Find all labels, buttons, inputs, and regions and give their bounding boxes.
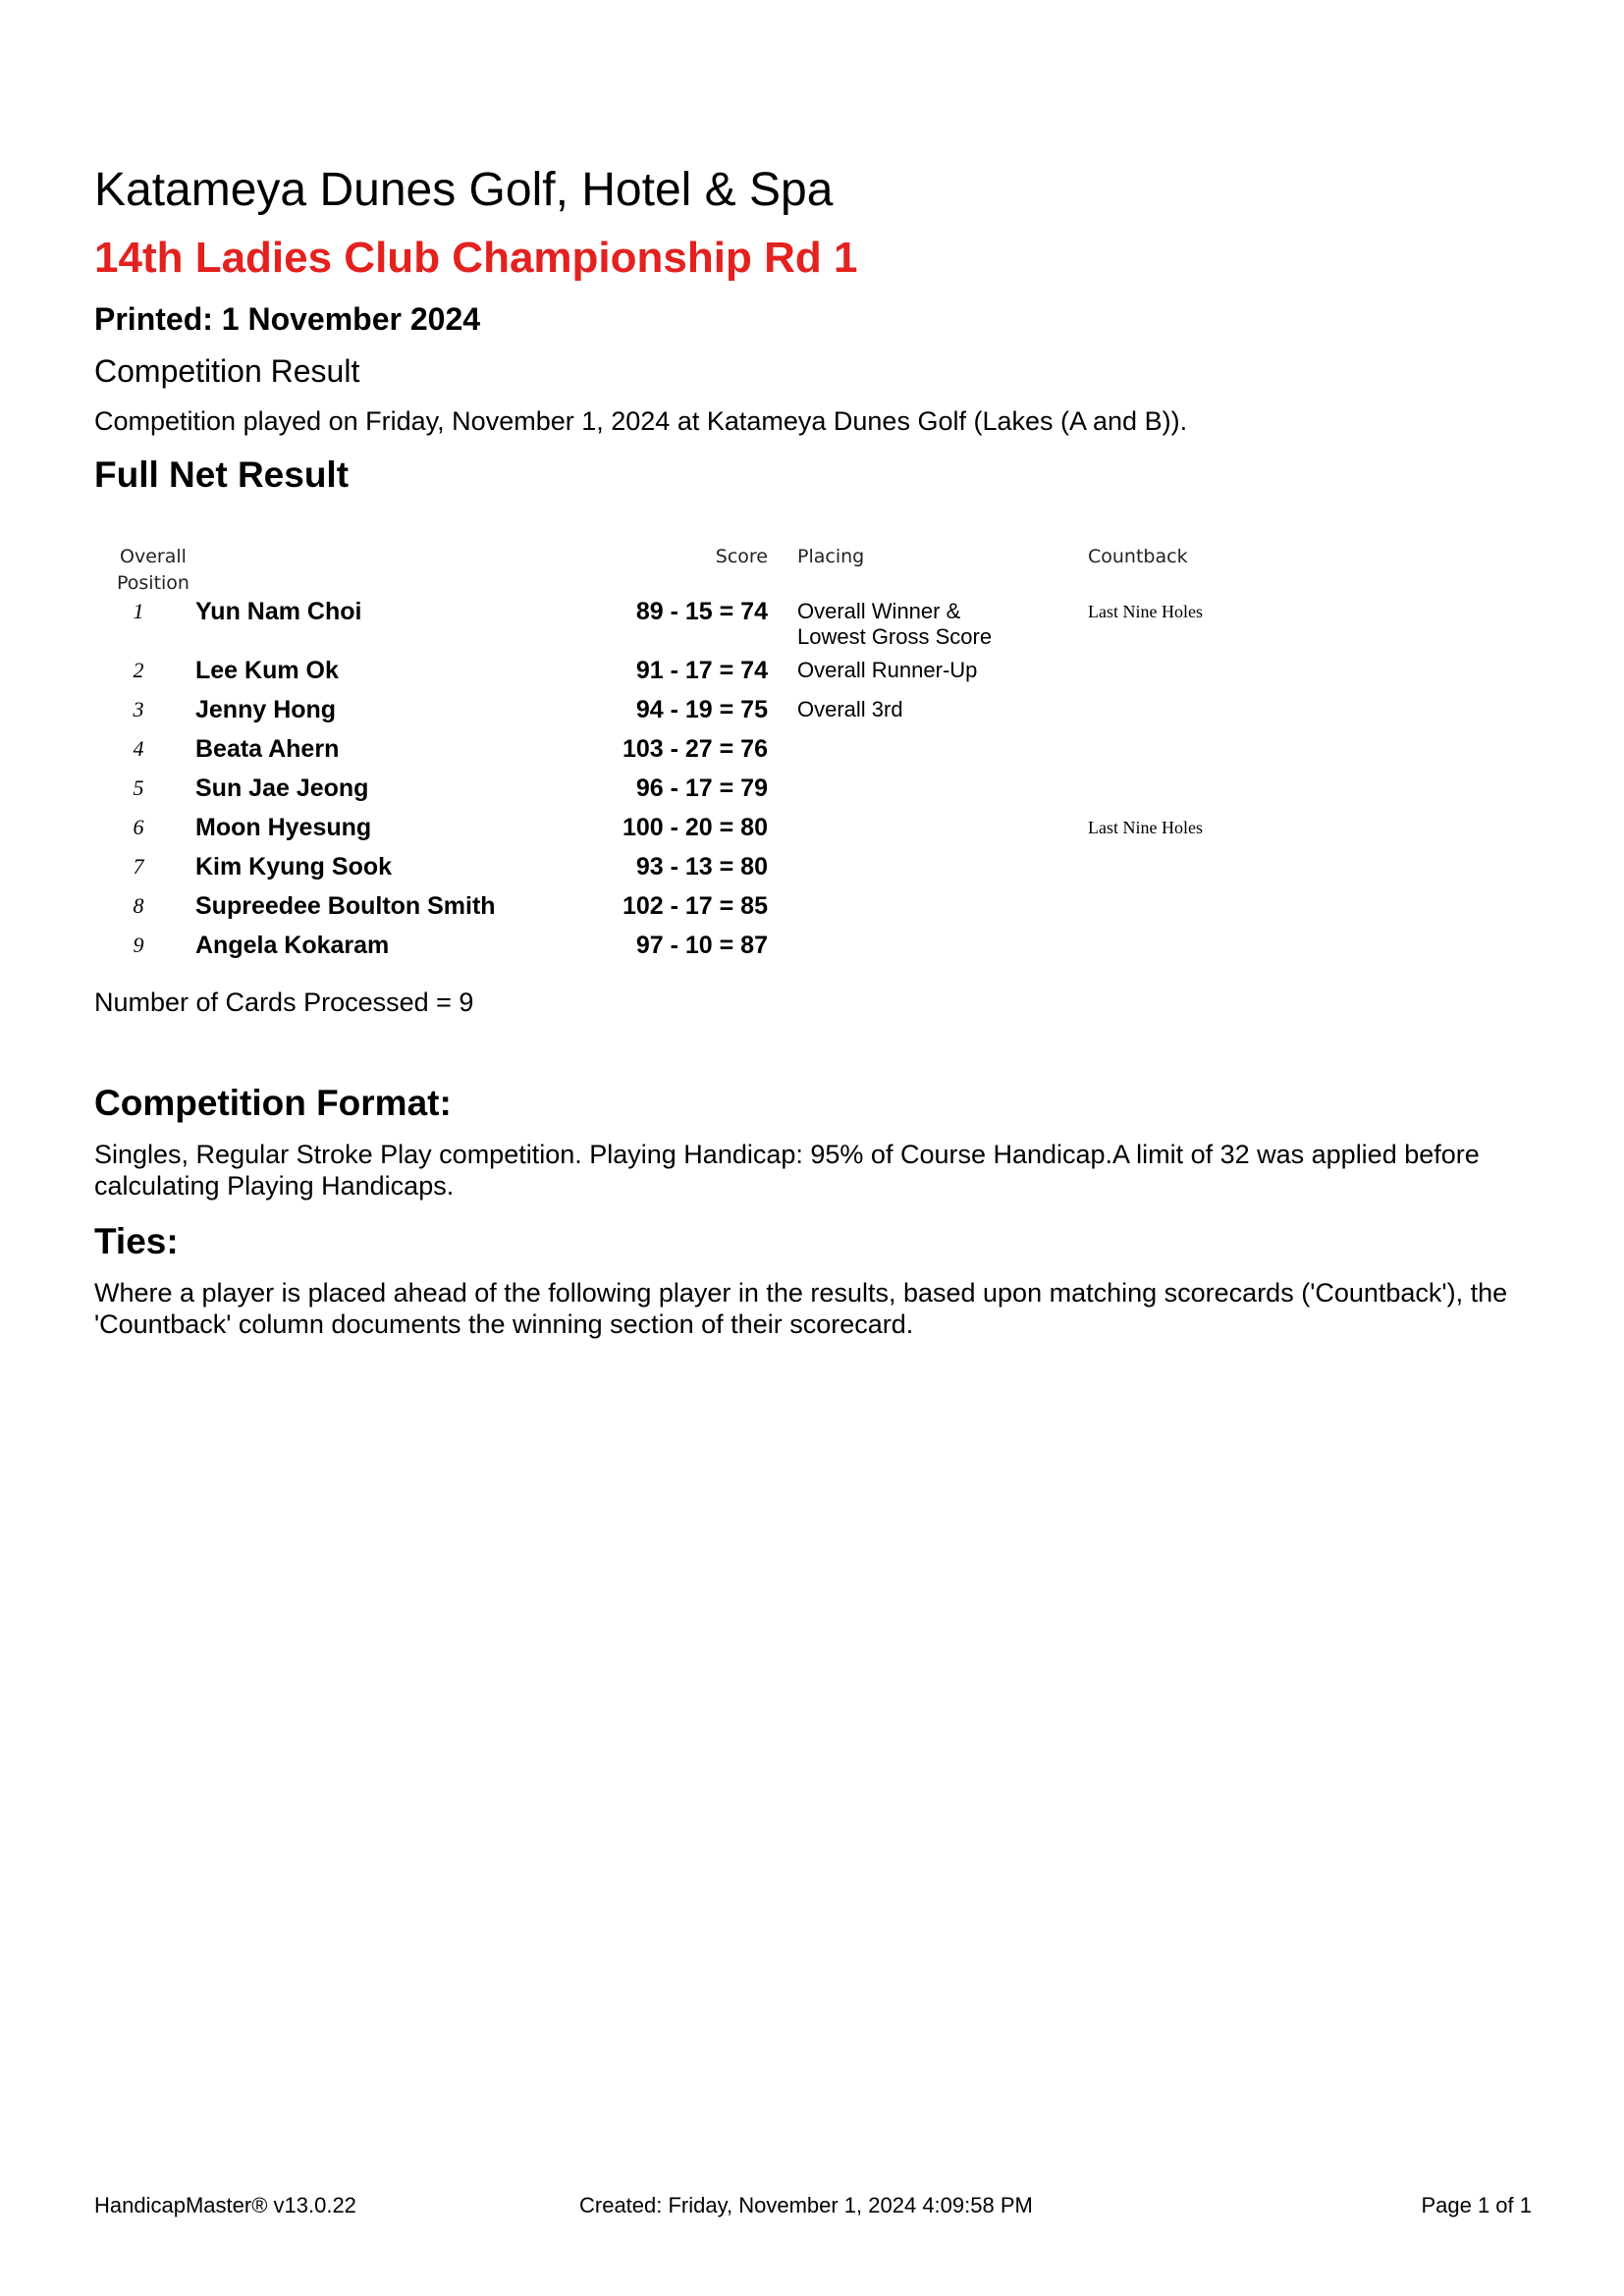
row-position: 3 [133,697,144,721]
row-placing-line1: Overall Winner & [797,599,961,623]
club-name: Katameya Dunes Golf, Hotel & Spa [94,164,834,216]
table-row [94,736,1538,775]
column-header-position-line2: Position [117,572,189,594]
row-player-name: Lee Kum Ok [195,657,339,684]
ties-heading: Ties: [94,1221,179,1261]
table-row [94,775,1538,815]
row-score: 100 - 20 = 80 [622,814,768,841]
printed-date: Printed: 1 November 2024 [94,301,481,337]
row-position: 1 [133,599,144,623]
cards-processed: Number of Cards Processed = 9 [94,988,474,1017]
row-player-name: Jenny Hong [195,696,337,723]
row-score: 96 - 17 = 79 [635,774,768,802]
row-score: 91 - 17 = 74 [635,657,768,684]
row-player-name: Supreedee Boulton Smith [195,892,496,920]
table-row [94,893,1538,933]
row-placing-line1: Overall Runner-Up [797,658,978,682]
row-score: 97 - 10 = 87 [635,932,768,959]
row-placing-line2: Lowest Gross Score [797,624,993,649]
row-position: 8 [133,893,144,918]
row-score: 94 - 19 = 75 [635,696,768,723]
footer-created: Created: Friday, November 1, 2024 4:09:58 PM [579,2193,1033,2217]
row-position: 7 [133,854,144,879]
row-countback: Last Nine Holes [1088,818,1203,837]
column-header-score: Score [715,546,768,567]
column-header-countback: Countback [1088,546,1188,567]
table-row [94,933,1538,972]
column-header-placing: Placing [797,546,865,567]
row-position: 4 [133,736,144,761]
row-player-name: Moon Hyesung [195,814,372,841]
row-player-name: Yun Nam Choi [195,598,362,625]
table-row [94,697,1538,736]
full-net-result-heading: Full Net Result [94,454,350,495]
row-score: 103 - 27 = 76 [622,735,768,763]
row-position: 5 [133,775,144,800]
row-countback: Last Nine Holes [1088,602,1203,621]
row-player-name: Sun Jae Jeong [195,774,369,802]
column-header-position-line1: Overall [120,546,187,567]
row-score: 93 - 13 = 80 [635,853,768,881]
row-placing-line1: Overall 3rd [797,697,903,721]
table-row [94,599,1538,658]
row-score: 102 - 17 = 85 [622,892,768,920]
row-position: 9 [133,933,144,957]
table-row [94,658,1538,697]
row-placing [797,697,1053,722]
row-player-name: Beata Ahern [195,735,340,763]
row-player-name: Kim Kyung Sook [195,853,393,881]
row-position: 6 [133,815,144,839]
played-on-text: Competition played on Friday, November 1, 2024 at Katameya Dunes Golf (Lakes (A and B)). [94,406,1188,436]
competition-format-text: Singles, Regular Stroke Play competition. Playing Handicap: 95% of Course Handicap.A limit of 32 was applied before calculating Playing Handicaps. [94,1140,1480,1201]
row-position: 2 [133,658,144,682]
row-score: 89 - 15 = 74 [635,598,768,625]
footer-page-number: Page 1 of 1 [1421,2193,1532,2217]
row-player-name: Angela Kokaram [195,932,390,959]
competition-title: 14th Ladies Club Championship Rd 1 [94,234,858,282]
results-table [94,599,1538,972]
row-placing [797,599,1053,650]
ties-text: Where a player is placed ahead of the following player in the results, based upon matching scorecards ('Countback'), the 'Countback' column documents the winning section of their scorecard. [94,1278,1508,1339]
row-placing [797,658,1053,683]
report-subtitle: Competition Result [94,353,360,389]
table-row [94,815,1538,854]
competition-format-heading: Competition Format: [94,1083,452,1123]
column-header-position [109,544,197,597]
table-row [94,854,1538,893]
footer-software: HandicapMaster® v13.0.22 [94,2193,356,2217]
